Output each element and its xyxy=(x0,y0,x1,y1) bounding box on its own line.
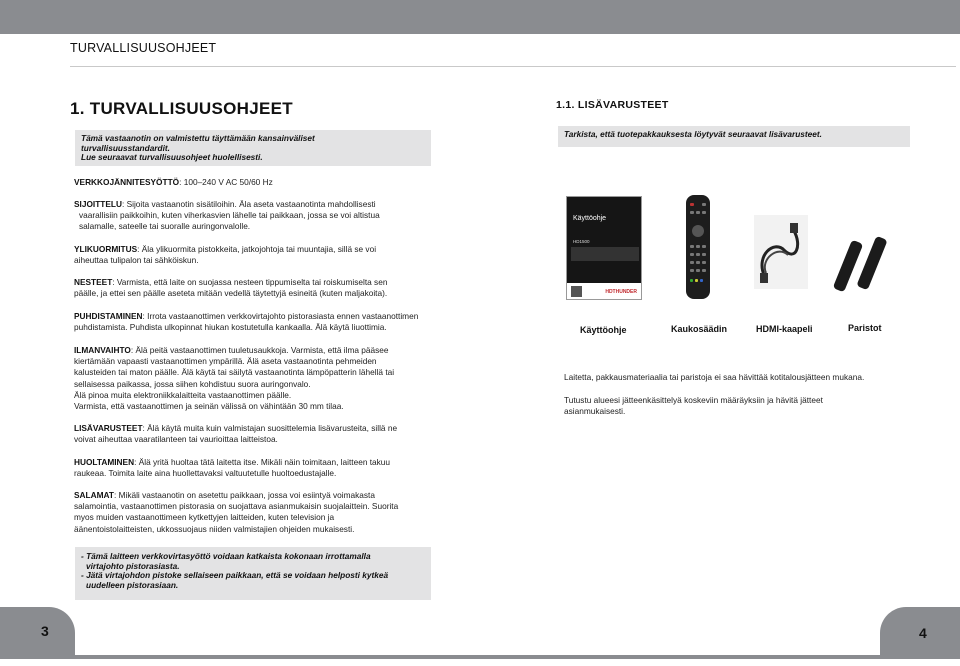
intro-box xyxy=(75,130,431,166)
section-line: vaarallisiin paikkoihin, kuten viherkasvien lähelle tai paikkaan, jossa se voi altistua xyxy=(79,210,380,221)
section-line: salamointia, vastaanottimen pistorasia on suojattava asianmukaisin suojalaittein. Suorita xyxy=(74,501,399,512)
item-label-batteries: Paristot xyxy=(848,323,882,333)
section-line: salamalle, sateelle tai suoralle auringonvalolle. xyxy=(79,221,251,232)
page-heading-right: 1.1. LISÄVARUSTEET xyxy=(556,99,669,111)
section-line: : Älä käytä muita kuin valmistajan suosittelemia lisävarusteita, sillä ne xyxy=(142,423,398,433)
item-label-remote: Kaukosäädin xyxy=(671,324,728,334)
section-line: voivat aiheuttaa vaaratilanteen tai vaurioittaa laitteistoa. xyxy=(74,434,278,445)
manual-model: HD1500 xyxy=(573,239,590,244)
note-line: Laitetta, pakkausmateriaalia tai paristoja ei saa hävittää kotitalousjätteen mukana. xyxy=(564,372,865,382)
hdmi-cable-icon xyxy=(754,215,808,289)
section-line: päälle, ja ettei sen päälle aseteta mitään vedellä täytettyjä esineitä (kuten maljakoita). xyxy=(74,288,388,299)
section-label: SALAMAT xyxy=(74,490,114,500)
section-label: NESTEET xyxy=(74,277,113,287)
section-label: LISÄVARUSTEET xyxy=(74,423,143,433)
section-ventilation xyxy=(74,345,434,412)
section-accessories xyxy=(74,423,434,445)
header-title: TURVALLISUUSOHJEET xyxy=(70,41,217,55)
voltage-label: VERKKOJÄNNITESYÖTTÖ xyxy=(74,177,180,187)
section-lightning xyxy=(74,490,434,535)
header-divider xyxy=(0,34,960,36)
voltage-text: : 100–240 V AC 50/60 Hz xyxy=(179,177,273,187)
section-placement xyxy=(74,199,434,233)
section-line: : Mikäli vastaanotin on asetettu paikkaan, jossa voi esiintyä voimakasta xyxy=(113,490,375,500)
section-line: raukeaa. Toimita laite aina huollettavaksi valtuutetulle huoltoedustajalle. xyxy=(74,468,337,479)
section-line: Älä pinoa muita elektroniikkalaitteita vastaanottimen päälle. xyxy=(74,389,292,400)
section-label: YLIKUORMITUS xyxy=(74,244,138,254)
section-line: : Älä peitä vastaanottimen tuuletusaukkoja. Varmista, että ilma pääsee xyxy=(130,345,389,355)
page-heading-left: 1. TURVALLISUUSOHJEET xyxy=(70,99,293,118)
remote-control-image xyxy=(686,195,710,299)
page-number-left: 3 xyxy=(41,623,49,639)
manual-image xyxy=(566,196,642,300)
section-cleaning xyxy=(74,311,434,333)
section-line: : Älä yritä huoltaa tätä laitetta itse. Mikäli näin toimitaan, laitteen takuu xyxy=(134,457,391,467)
section-overload xyxy=(74,244,434,266)
section-line: sellaisessa paikassa, jossa siihen kohdistuu suora auringonvalo. xyxy=(74,378,311,389)
section-line: puhdistamista. Puhdista ulkopinnat hiukan kostutetulla kankaalla. Älä käytä liuottimia. xyxy=(74,322,387,333)
section-line: : Irrota vastaanottimen verkkovirtajohto pistorasiasta ennen vastaanottimen xyxy=(142,311,419,321)
footer-line xyxy=(0,655,960,659)
section-label: SIJOITTELU xyxy=(74,199,122,209)
manual-footer xyxy=(567,283,641,299)
section-line: : Sijoita vastaanotin sisätiloihin. Äla aseta vastaanotinta mahdollisesti xyxy=(121,199,376,209)
accessories-intro: Tarkista, että tuotepakkauksesta löytyvät seuraavat lisävarusteet. xyxy=(564,129,822,139)
disposal-note xyxy=(564,372,914,383)
section-servicing xyxy=(74,457,434,479)
note-line: asianmukaisesti. xyxy=(564,405,626,416)
manual-brand: HDTHUNDER xyxy=(605,289,637,295)
section-liquids xyxy=(74,277,434,299)
section-line: myos muiden vastaanottimeen kytkettyjen laitteiden, kuten television ja xyxy=(74,512,335,523)
intro-line: turvallisuusstandardit. xyxy=(81,142,170,153)
footer-tab-left xyxy=(0,607,75,659)
section-line: kiertämään vapaasti vastaanottimen ympärillä. Älä aseta vastaanotinta pehmeiden xyxy=(74,356,377,367)
header-rule xyxy=(70,66,956,67)
warning-line: - Jätä virtajohdon pistoke sellaiseen paikkaan, että se voidaan helposti kytkeä xyxy=(81,570,389,581)
intro-line: Tämä vastaanotin on valmistettu täyttämään kansainväliset xyxy=(81,133,315,143)
receiver-picture xyxy=(571,247,639,261)
warning-line: - Tämä laitteen verkkovirtasyöttö voidaan katkaista kokonaan irrottamalla xyxy=(81,551,371,561)
section-line: äänentoistolaitteisten, ukkossuojaus niiden valmistajien ohjeiden mukaisesti. xyxy=(74,523,355,534)
section-line: kalusteiden tai maton päälle. Älä käytä tai säilytä vastaanotinta lämpöpatterin lähellä tai xyxy=(74,367,395,378)
warning-line: uudelleen pistorasiaan. xyxy=(86,579,179,590)
recycling-note xyxy=(564,395,914,417)
header-bar xyxy=(0,0,960,34)
note-line: Tutustu alueesi jätteenkäsittelyä koskeviin määräyksiin ja hävitä jätteet xyxy=(564,395,823,405)
warning-line: virtajohto pistorasiasta. xyxy=(86,560,180,571)
qr-code-icon xyxy=(571,286,582,297)
warning-box xyxy=(75,547,431,600)
navigation-pad-icon xyxy=(692,225,704,237)
section-line: : Varmista, että laite on suojassa nesteen tippumiselta tai roiskumiselta sen xyxy=(112,277,388,287)
manual-title: Käyttöohje xyxy=(573,215,607,222)
page-number-right: 4 xyxy=(919,625,927,641)
section-line: aiheuttaa tulipalon tai sähköiskun. xyxy=(74,255,199,266)
section-line: Varmista, että vastaanottimen ja seinän välissä on vähintään 30 mm tilaa. xyxy=(74,401,344,412)
accessories-intro-box xyxy=(558,126,910,147)
intro-line: Lue seuraavat turvallisuusohjeet huolellisesti. xyxy=(81,152,263,163)
section-label: ILMANVAIHTO xyxy=(74,345,131,355)
section-label: PUHDISTAMINEN xyxy=(74,311,143,321)
section-line: : Äla ylikuormita pistokkeita, jatkojohtoja tai muuntajia, sillä se voi xyxy=(137,244,377,254)
hdmi-cable-image xyxy=(754,215,808,289)
item-label-manual: Käyttöohje xyxy=(580,325,627,335)
voltage-paragraph xyxy=(74,177,434,188)
section-label: HUOLTAMINEN xyxy=(74,457,135,467)
item-label-hdmi: HDMI-kaapeli xyxy=(756,324,813,334)
